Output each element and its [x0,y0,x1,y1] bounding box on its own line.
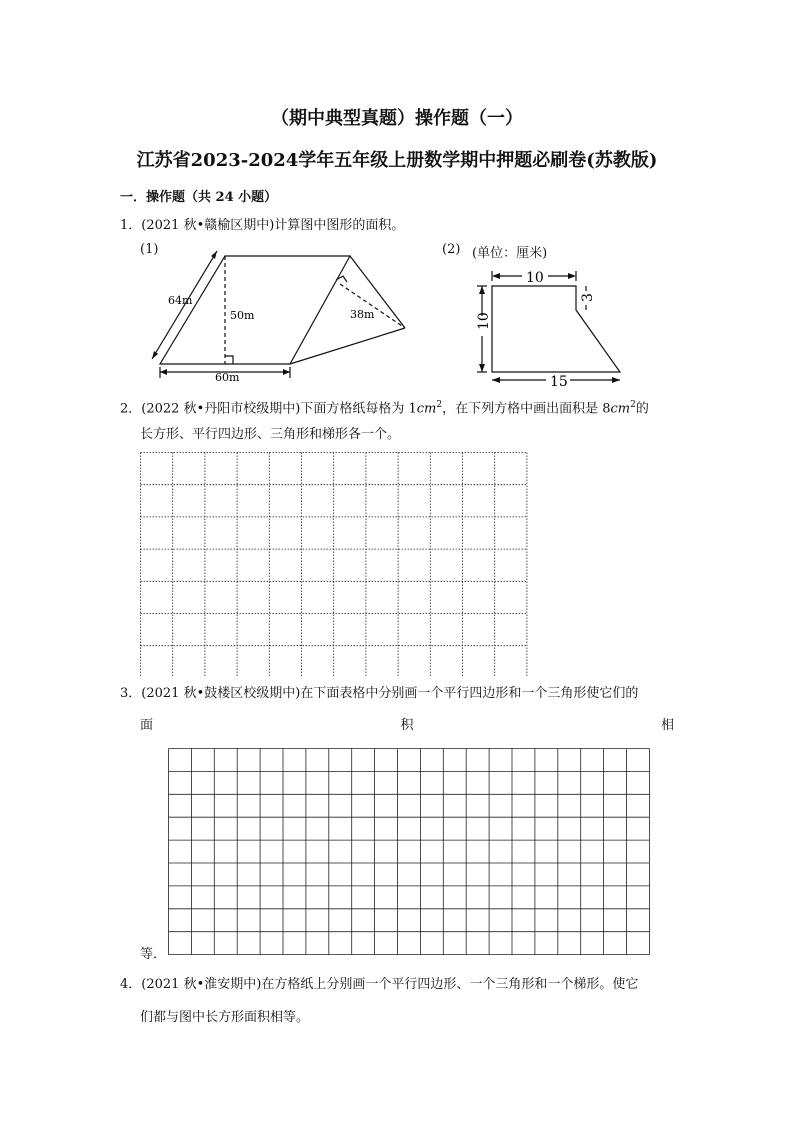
cut-label: 3 [580,293,596,302]
trapezoid-shape [492,286,620,372]
question-number: 3． [120,686,142,701]
figure-1-label: (1) [140,242,159,257]
height-label: 50m [230,309,255,322]
question-3-line-2 [140,716,674,736]
inner-height-label: 38m [350,308,375,321]
right-angle-mark [225,356,233,364]
section-heading: 一．操作题（共 24 小题） [120,190,278,205]
bottom-label: 15 [550,374,568,388]
question-number: 1． [120,218,142,233]
parallelogram-shape [160,256,350,364]
question-number: 2． [120,401,142,417]
side-label: 64m [168,294,193,307]
unit-cm: cm [610,401,631,417]
question-source: (2021 秋•赣榆区期中) [141,218,275,233]
spread-char: 相 [660,718,674,733]
question-text: 计算图中图形的面积。 [274,218,405,233]
question-1 [120,216,404,236]
spread-char: 积 [400,718,414,733]
spread-char: 面 [140,718,154,733]
unit-cm: cm [416,401,437,417]
question-text: 在方格纸上分别画一个平行四边形、一个三角形和一个梯形。使它 [261,977,639,992]
question-2-line-2: 长方形、平行四边形、三角形和梯形各一个。 [140,427,401,442]
question-text: ，在下列方格中画出面积是 8 [442,401,611,417]
figure-1-diagram [140,244,420,384]
question-4-line-2: 们都与图中长方形面积相等。 [140,1010,310,1025]
page-subtitle: 江苏省2023-2024学年五年级上册数学期中押题必刷卷(苏教版) [136,150,658,171]
unit-power: 2 [630,400,636,410]
top-label: 10 [526,270,544,286]
question-number: 4． [120,977,142,992]
question-text: 下面方格纸每格为 1 [300,401,417,417]
question-4 [120,975,638,995]
question-3-end: 等． [140,947,167,962]
question-source: (2021 秋•淮安期中) [141,977,262,992]
question-2 [120,395,649,419]
question-source: (2021 秋•鼓楼区校级期中) [141,686,301,701]
question-source: (2022 秋•丹阳市校级期中) [141,401,301,417]
inner-height-line [340,284,405,328]
question-text: 的 [635,401,649,417]
figure-2-diagram [470,264,640,388]
unit-power: 2 [436,400,443,410]
question-text: 在下面表格中分别画一个平行四边形和一个三角形使它们的 [300,686,639,701]
base-label: 60m [215,371,240,384]
page-title: （期中典型真题）操作题（一） [271,108,523,129]
dotted-grid-paper[interactable] [140,452,530,676]
right-angle-mark [336,276,347,282]
solid-grid-table[interactable] [168,748,650,960]
figure-2-label: (2) [442,242,461,257]
question-3 [120,684,638,704]
figure-2-unit: (单位：厘米) [472,246,548,261]
left-label: 10 [476,312,492,330]
